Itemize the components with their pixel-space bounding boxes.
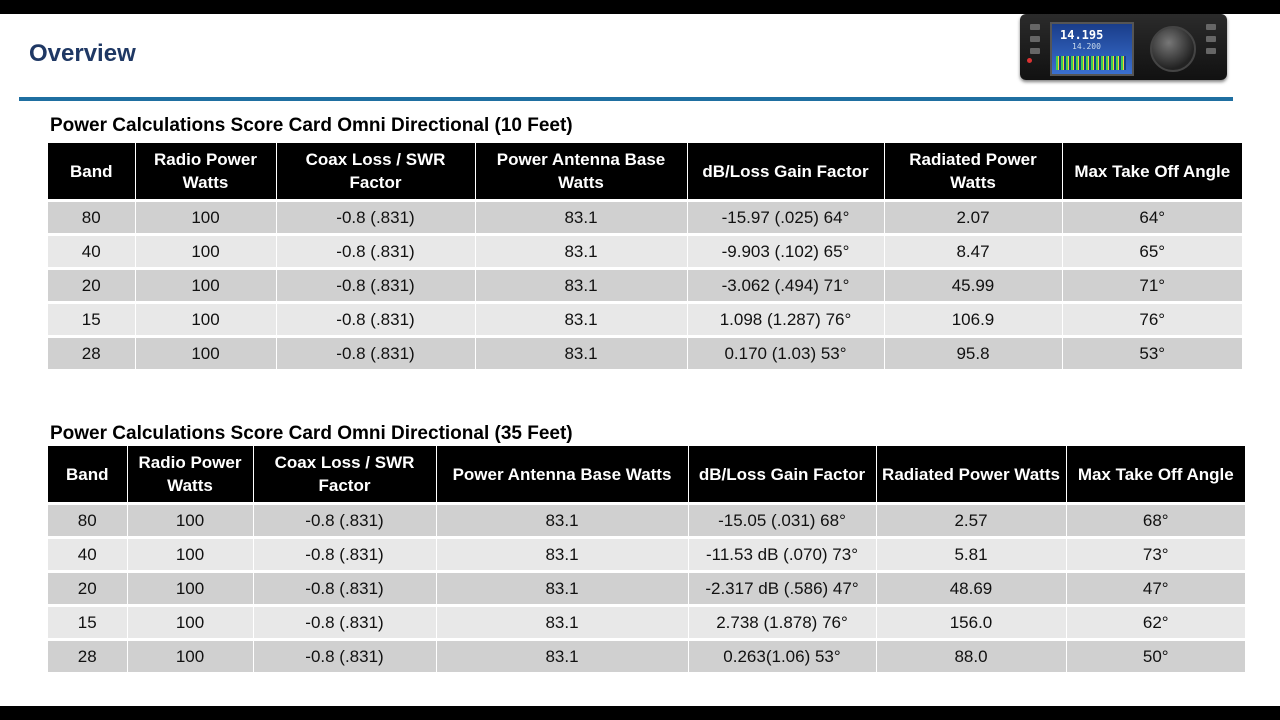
table-cell: 100 [127, 572, 253, 606]
table-cell: 40 [48, 235, 135, 269]
column-header: Band [48, 143, 135, 199]
table-cell: 5.81 [876, 538, 1066, 572]
table-cell: 100 [127, 640, 253, 674]
table-cell: 68° [1066, 505, 1245, 538]
table-cell: -0.8 (.831) [276, 269, 475, 303]
score-card-table-10ft [48, 143, 1242, 372]
table-cell: 76° [1062, 303, 1242, 337]
table-cell: -0.8 (.831) [253, 640, 436, 674]
table-cell: -0.8 (.831) [276, 235, 475, 269]
column-header: Max Take Off Angle [1066, 446, 1245, 502]
table-cell: 0.170 (1.03) 53° [687, 337, 884, 371]
radio-button-icon [1206, 48, 1216, 54]
table-cell: 20 [48, 269, 135, 303]
column-header: Band [48, 446, 127, 502]
radio-button-icon [1206, 24, 1216, 30]
transceiver-radio-icon [1020, 14, 1227, 80]
table-cell: 8.47 [884, 235, 1062, 269]
table-cell: 71° [1062, 269, 1242, 303]
table-cell: -0.8 (.831) [253, 606, 436, 640]
table-cell: 48.69 [876, 572, 1066, 606]
table-row [48, 538, 1245, 572]
table-row [48, 640, 1245, 674]
table-cell: 100 [135, 337, 276, 371]
table-cell: -11.53 dB (.070) 73° [688, 538, 876, 572]
slide-title: Overview [29, 40, 136, 67]
table-cell: 100 [127, 505, 253, 538]
table-row [48, 337, 1242, 371]
table-cell: 80 [48, 505, 127, 538]
table-cell: 40 [48, 538, 127, 572]
table-row [48, 303, 1242, 337]
column-header: Max Take Off Angle [1062, 143, 1242, 199]
table-cell: 2.07 [884, 202, 1062, 235]
table-cell: 1.098 (1.287) 76° [687, 303, 884, 337]
table-header-row [48, 143, 1242, 199]
table-row [48, 202, 1242, 235]
column-header: Radiated Power Watts [876, 446, 1066, 502]
table-cell: -0.8 (.831) [253, 538, 436, 572]
table-row [48, 606, 1245, 640]
table-cell: 62° [1066, 606, 1245, 640]
table-row [48, 269, 1242, 303]
radio-button-icon [1030, 24, 1040, 30]
radio-button-icon [1206, 36, 1216, 42]
radio-button-icon [1030, 36, 1040, 42]
table-cell: 106.9 [884, 303, 1062, 337]
tuning-knob-icon [1150, 26, 1196, 72]
table-10ft-title: Power Calculations Score Card Omni Directional (10 Feet) [50, 115, 573, 136]
column-header: Coax Loss / SWR Factor [253, 446, 436, 502]
table-cell: -15.97 (.025) 64° [687, 202, 884, 235]
table-cell: 100 [135, 269, 276, 303]
table-cell: 83.1 [436, 606, 688, 640]
table-cell: 45.99 [884, 269, 1062, 303]
radio-button-icon [1030, 48, 1040, 54]
column-header: Power Antenna Base Watts [436, 446, 688, 502]
title-divider [19, 97, 1233, 101]
table-cell: 100 [127, 606, 253, 640]
table-cell: 47° [1066, 572, 1245, 606]
table-cell: -15.05 (.031) 68° [688, 505, 876, 538]
table-row [48, 572, 1245, 606]
table-cell: 64° [1062, 202, 1242, 235]
column-header: dB/Loss Gain Factor [687, 143, 884, 199]
top-black-bar [0, 0, 1280, 14]
table-cell: 0.263(1.06) 53° [688, 640, 876, 674]
column-header: Coax Loss / SWR Factor [276, 143, 475, 199]
column-header: Radio Power Watts [127, 446, 253, 502]
table-header-row [48, 446, 1245, 502]
table-cell: 100 [135, 202, 276, 235]
bottom-black-bar [0, 706, 1280, 720]
table-cell: 95.8 [884, 337, 1062, 371]
table-cell: 73° [1066, 538, 1245, 572]
table-row [48, 235, 1242, 269]
table-cell: 80 [48, 202, 135, 235]
table-cell: 83.1 [475, 303, 687, 337]
table-cell: 83.1 [475, 202, 687, 235]
table-cell: 83.1 [436, 505, 688, 538]
table-cell: 28 [48, 640, 127, 674]
column-header: dB/Loss Gain Factor [688, 446, 876, 502]
table-row [48, 505, 1245, 538]
table-cell: 156.0 [876, 606, 1066, 640]
table-cell: -9.903 (.102) 65° [687, 235, 884, 269]
table-cell: 15 [48, 303, 135, 337]
table-cell: 2.738 (1.878) 76° [688, 606, 876, 640]
column-header: Radiated Power Watts [884, 143, 1062, 199]
table-cell: 15 [48, 606, 127, 640]
table-cell: 88.0 [876, 640, 1066, 674]
table-cell: 83.1 [436, 572, 688, 606]
table-cell: 83.1 [475, 337, 687, 371]
table-cell: 83.1 [436, 538, 688, 572]
table-cell: 20 [48, 572, 127, 606]
table-cell: 100 [127, 538, 253, 572]
radio-sub-frequency: 14.200 [1072, 42, 1101, 51]
radio-frequency: 14.195 [1060, 28, 1104, 42]
table-cell: 50° [1066, 640, 1245, 674]
table-cell: 100 [135, 235, 276, 269]
table-cell: -0.8 (.831) [253, 572, 436, 606]
table-cell: -0.8 (.831) [253, 505, 436, 538]
table-cell: 2.57 [876, 505, 1066, 538]
table-cell: 100 [135, 303, 276, 337]
spectrum-display [1056, 56, 1126, 70]
table-cell: 83.1 [475, 235, 687, 269]
table-cell: 83.1 [475, 269, 687, 303]
table-35ft-title: Power Calculations Score Card Omni Directional (35 Feet) [50, 423, 573, 444]
table-cell: -0.8 (.831) [276, 202, 475, 235]
power-led-icon [1027, 58, 1032, 63]
table-cell: -0.8 (.831) [276, 303, 475, 337]
table-cell: -0.8 (.831) [276, 337, 475, 371]
table-cell: 83.1 [436, 640, 688, 674]
table-cell: 65° [1062, 235, 1242, 269]
table-cell: 28 [48, 337, 135, 371]
radio-display [1050, 22, 1134, 76]
column-header: Radio Power Watts [135, 143, 276, 199]
column-header: Power Antenna Base Watts [475, 143, 687, 199]
score-card-table-35ft [48, 446, 1245, 675]
table-cell: -3.062 (.494) 71° [687, 269, 884, 303]
table-cell: -2.317 dB (.586) 47° [688, 572, 876, 606]
table-cell: 53° [1062, 337, 1242, 371]
